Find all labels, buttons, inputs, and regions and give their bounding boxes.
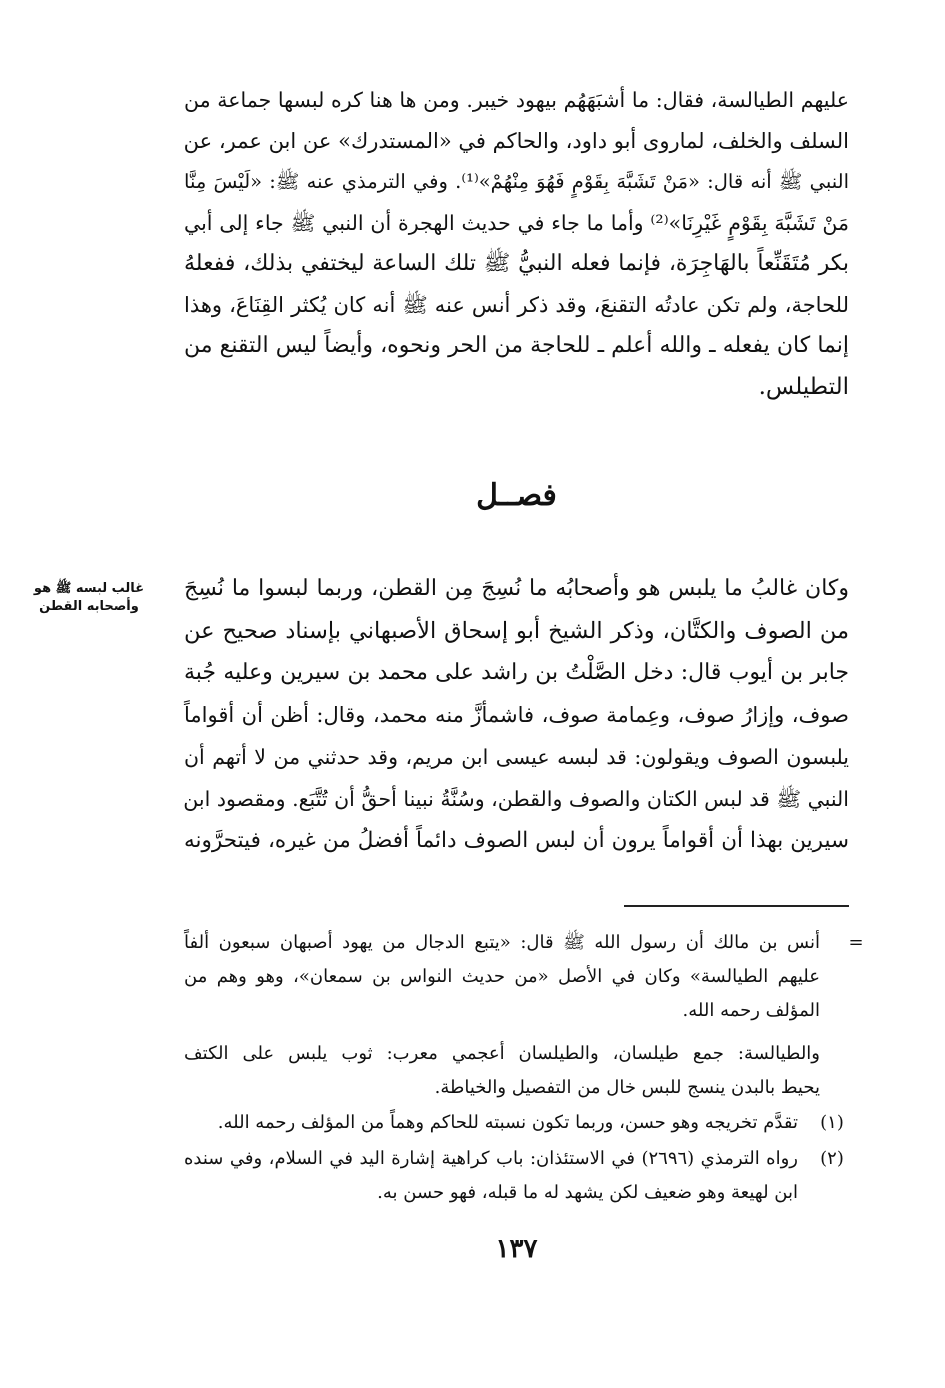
text-line: إنما كان يفعله ـ والله أعلم ـ للحاجة من الحر ونحوه، وأيضاً ليس التقنع من — [184, 333, 849, 358]
text-line: السلف والخلف، لماروى أبو داود، والحاكم في «المستدرك» عن ابن عمر، عن — [183, 129, 849, 153]
text-line: النبي ﷺ أنه قال: «مَنْ تَشَبَّهَ بِقَوْمٍ فَهُوَ مِنْهُمْ»⁽¹⁾. وفي الترمذي عنه ﷺ: «لَيْسَ مِنَّا — [184, 170, 850, 193]
margin-note-line: وأصحابه القطن — [39, 599, 139, 614]
text-line: صوف، وإزارُ صوف، وعِمامة صوف، فاشمأزَّ منه محمد، وقال: أظن أن أقواماً — [184, 703, 849, 727]
text-line: من الصوف والكتَّان، وذكر الشيخ أبو إسحاق الأصبهاني بإسناد صحيح عن — [184, 618, 849, 644]
text-line: النبي ﷺ قد لبس الكتان والصوف والقطن، وسُنَّةُ نبينا أحقُّ أن تُتَّبَع. ومقصود ابن — [183, 787, 849, 811]
footnote-line: ابن لهيعة وهو ضعيف لكن يشهد له ما قبله، فهو حسن به. — [377, 1182, 798, 1203]
footnote-line: المؤلف رحمه الله. — [682, 1000, 820, 1021]
text-line: وكان غالبُ ما يلبس هو وأصحابُه ما نُسِجَ مِن القطن، وربما لبسوا ما نُسِجَ — [184, 576, 849, 601]
footnote-line: رواه الترمذي (٢٦٩٦) في الاستئذان: باب كراهية إشارة اليد في السلام، وفي سنده — [184, 1148, 798, 1169]
footnote-line: والطيالسة: جمع طيلسان، والطيلسان أعجمي معرب: ثوب يلبس على الكتف — [184, 1043, 820, 1064]
margin-note — [26, 580, 152, 616]
text-line: يلبسون الصوف ويقولون: قد لبسه عيسى ابن مريم، وقد حدثني من لا أتهم أن — [184, 745, 849, 769]
margin-note-line: غالب لبسه ﷺ هو — [33, 581, 145, 596]
footnote-line: تقدَّم تخريجه وهو حسن، وربما تكون نسبته للحاكم وهماً من المؤلف رحمه الله. — [217, 1112, 798, 1133]
footnote-number: (١) — [820, 1112, 844, 1133]
text-line: جابر بن أيوب قال: دخل الصَّلْتُ بن راشد على محمد بن سيرين وعليه جُبة — [184, 660, 849, 685]
text-line: التطيلس. — [758, 374, 849, 400]
text-line: عليهم الطيالسة، فقال: ما أشبَهَهُم بيهود خيبر. ومن ها هنا كره لبسها جماعة من — [184, 88, 849, 112]
page-number: ١٣٧ — [495, 1234, 538, 1264]
footnote-separator — [624, 905, 849, 907]
footnote-line: عليهم الطيالسة» وكان في الأصل «من حديث النواس بن سمعان»، وهو وهم من — [184, 966, 820, 987]
footnote-line: أنس بن مالك أن رسول الله ﷺ قال: «يتبع الدجال من يهود أصبهان سبعون ألفاً — [184, 932, 820, 953]
footnote-number: (٢) — [820, 1148, 844, 1169]
section-title: فصــل — [476, 478, 557, 513]
text-line: للحاجة، ولم تكن عادتُه التقنعَ، وقد ذكر أنس عنه ﷺ أنه كان يُكثر القِنَاعَ، وهذا — [184, 293, 849, 317]
footnote-line: يحيط بالبدن ينسج للبس خال من التفصيل والخياطة. — [434, 1077, 820, 1098]
text-line: بكر مُتَقَنِّعاً بالهَاجِرَة، فإنما فعله النبيُّ ﷺ تلك الساعة ليختفي بذلك، ففعلهُ — [184, 251, 849, 276]
footnote-continuation-marker: = — [848, 932, 864, 953]
text-line: سيرين بهذا أن أقواماً يرون أن لبس الصوف دائماً أفضلُ من غيره، فيتحرَّونه — [184, 828, 849, 853]
text-line: مَنْ تَشَبَّهَ بِقَوْمٍ غَيْرِنَا»⁽²⁾ وأما ما جاء في حديث الهجرة أن النبي ﷺ جاء إلى أبي — [184, 211, 849, 235]
